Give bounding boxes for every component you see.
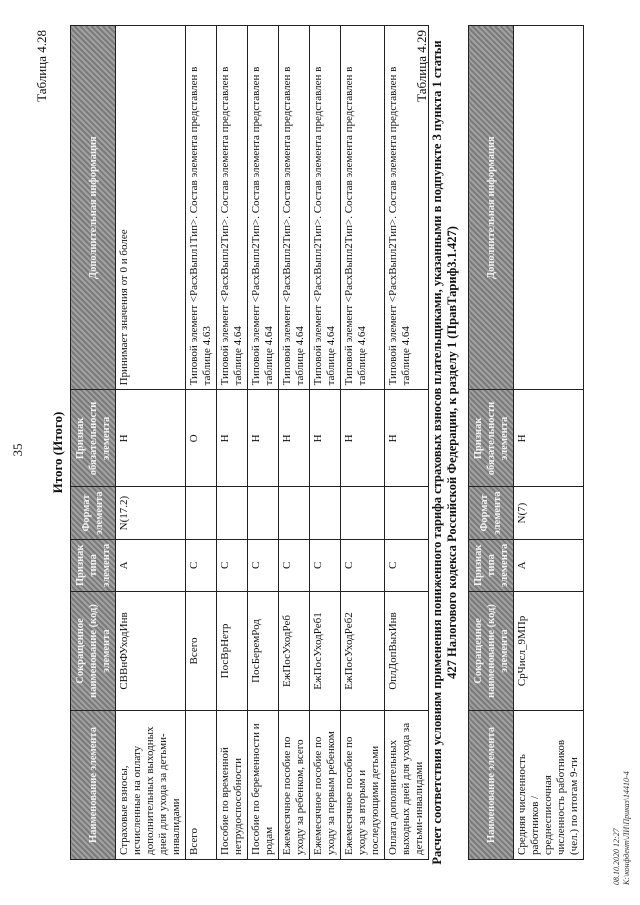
table-header-row: [71, 26, 116, 860]
table-4-28-title: Итого (Итого): [50, 411, 65, 494]
cell-type: А: [116, 539, 186, 591]
cell-type: С: [186, 539, 217, 591]
cell-name: Пособие по беременности и родам: [248, 711, 279, 860]
cell-code: ПосБеремРод: [248, 592, 279, 711]
cell-name: Ежемесячное пособие по уходу за первым ребенком: [310, 711, 341, 860]
cell-name: Оплата дополнительных выходных дней для ухода за детьми-инвалидами: [385, 711, 429, 860]
header-additional-info: Дополнительная информация: [71, 26, 116, 390]
cell-format: [310, 487, 341, 539]
cell-code: ОплДопВыхИнв: [385, 592, 429, 711]
cell-format: [248, 487, 279, 539]
header-required: Признак обязательности элемента: [469, 390, 514, 487]
cell-required: Н: [116, 390, 186, 487]
cell-info: Типовой элемент <РасхВыпл2Тип>. Состав элемента представлен в таблице 4.64: [217, 26, 248, 390]
cell-info: Типовой элемент <РасхВыпл1Тип>. Состав элемента представлен в таблице 4.63: [186, 26, 217, 390]
cell-type: С: [217, 539, 248, 591]
cell-type: А: [514, 539, 584, 591]
cell-info: Типовой элемент <РасхВыпл2Тип>. Состав элемента представлен в таблице 4.64: [385, 26, 429, 390]
cell-required: Н: [310, 390, 341, 487]
page-number: 35: [10, 443, 25, 457]
cell-code: Всего: [186, 592, 217, 711]
cell-type: С: [385, 539, 429, 591]
footer-file-path: К:\конфдент\ЛИ\Приказ\14410-4: [622, 771, 631, 885]
cell-type: С: [310, 539, 341, 591]
cell-type: С: [248, 539, 279, 591]
table-4-29-title: Расчет соответствия условиям применения пониженного тарифа страховых взносов плательщиками, указанными в подпункте 3 пункта 1 статьи 427 Налогового кодекса Российской Федерации, к разделу 1 (ПравТариф3.1.427): [430, 40, 459, 865]
header-short-code: Сокращенное наименование (код) элемента: [71, 592, 116, 711]
cell-info: Типовой элемент <РасхВыпл2Тип>. Состав элемента представлен в таблице 4.64: [279, 26, 310, 390]
cell-type: С: [341, 539, 385, 591]
header-format: Формат элемента: [469, 487, 514, 539]
header-required: Признак обязательности элемента: [71, 390, 116, 487]
cell-format: N(17.2): [116, 487, 186, 539]
footer-timestamp: 08.10.2020 12:27: [612, 828, 621, 885]
cell-required: Н: [385, 390, 429, 487]
table-row: [248, 26, 279, 860]
document-footer: [612, 771, 632, 885]
cell-required: Н: [217, 390, 248, 487]
header-short-code: Сокращенное наименование (код) элемента: [469, 592, 514, 711]
cell-info: Типовой элемент <РасхВыпл2Тип>. Состав элемента представлен в таблице 4.64: [310, 26, 341, 390]
cell-info: [514, 26, 584, 390]
table-row: [514, 26, 584, 860]
table-row: [310, 26, 341, 860]
table-4-28: [70, 25, 429, 860]
cell-code: СВВнФУходИнв: [116, 592, 186, 711]
table-row: [116, 26, 186, 860]
cell-info: Типовой элемент <РасхВыпл2Тип>. Состав элемента представлен в таблице 4.64: [341, 26, 385, 390]
table-row: [341, 26, 385, 860]
cell-code: ЕжПосУходРеб1: [310, 592, 341, 711]
cell-required: Н: [514, 390, 584, 487]
cell-type: С: [279, 539, 310, 591]
cell-required: Н: [248, 390, 279, 487]
cell-code: СрЧисл_9МПр: [514, 592, 584, 711]
cell-name: Пособие по временной нетрудоспособности: [217, 711, 248, 860]
header-format: Формат элемента: [71, 487, 116, 539]
cell-format: [341, 487, 385, 539]
header-element-name: Наименование элемента: [71, 711, 116, 860]
table-4-28-caption: Таблица 4.28: [34, 30, 49, 102]
cell-format: N(7): [514, 487, 584, 539]
table-4-29-caption: Таблица 4.29: [414, 30, 429, 102]
cell-required: Н: [341, 390, 385, 487]
cell-format: [217, 487, 248, 539]
cell-name: Средняя численность работников / среднесписочная численность работников (чел.) по итогам 9-ти: [514, 711, 584, 860]
header-additional-info: Дополнительная информация: [469, 26, 514, 390]
cell-name: Ежемесячное пособие по уходу за вторым и последующими детьми: [341, 711, 385, 860]
table-row: [385, 26, 429, 860]
cell-info: Принимает значения от 0 и более: [116, 26, 186, 390]
header-element-type: Признак типа элемента: [71, 539, 116, 591]
header-element-name: Наименование элемента: [469, 711, 514, 860]
cell-code: ЕжПосУходРеб: [279, 592, 310, 711]
cell-required: Н: [279, 390, 310, 487]
table-row: [186, 26, 217, 860]
cell-name: Всего: [186, 711, 217, 860]
cell-required: О: [186, 390, 217, 487]
header-element-type: Признак типа элемента: [469, 539, 514, 591]
cell-name: Страховые взносы, исчисленные на оплату дополнительных выходных дней для ухода за детьми-инвалидами: [116, 711, 186, 860]
table-row: [279, 26, 310, 860]
table-row: [217, 26, 248, 860]
table-header-row: [469, 26, 514, 860]
cell-format: [385, 487, 429, 539]
cell-info: Типовой элемент <РасхВыпл2Тип>. Состав элемента представлен в таблице 4.64: [248, 26, 279, 390]
cell-code: ЕжПосУходРеб2: [341, 592, 385, 711]
cell-name: Ежемесячное пособие по уходу за ребенком, всего: [279, 711, 310, 860]
cell-format: [186, 487, 217, 539]
cell-code: ПосВрНетр: [217, 592, 248, 711]
table-4-29: [468, 25, 584, 860]
cell-format: [279, 487, 310, 539]
